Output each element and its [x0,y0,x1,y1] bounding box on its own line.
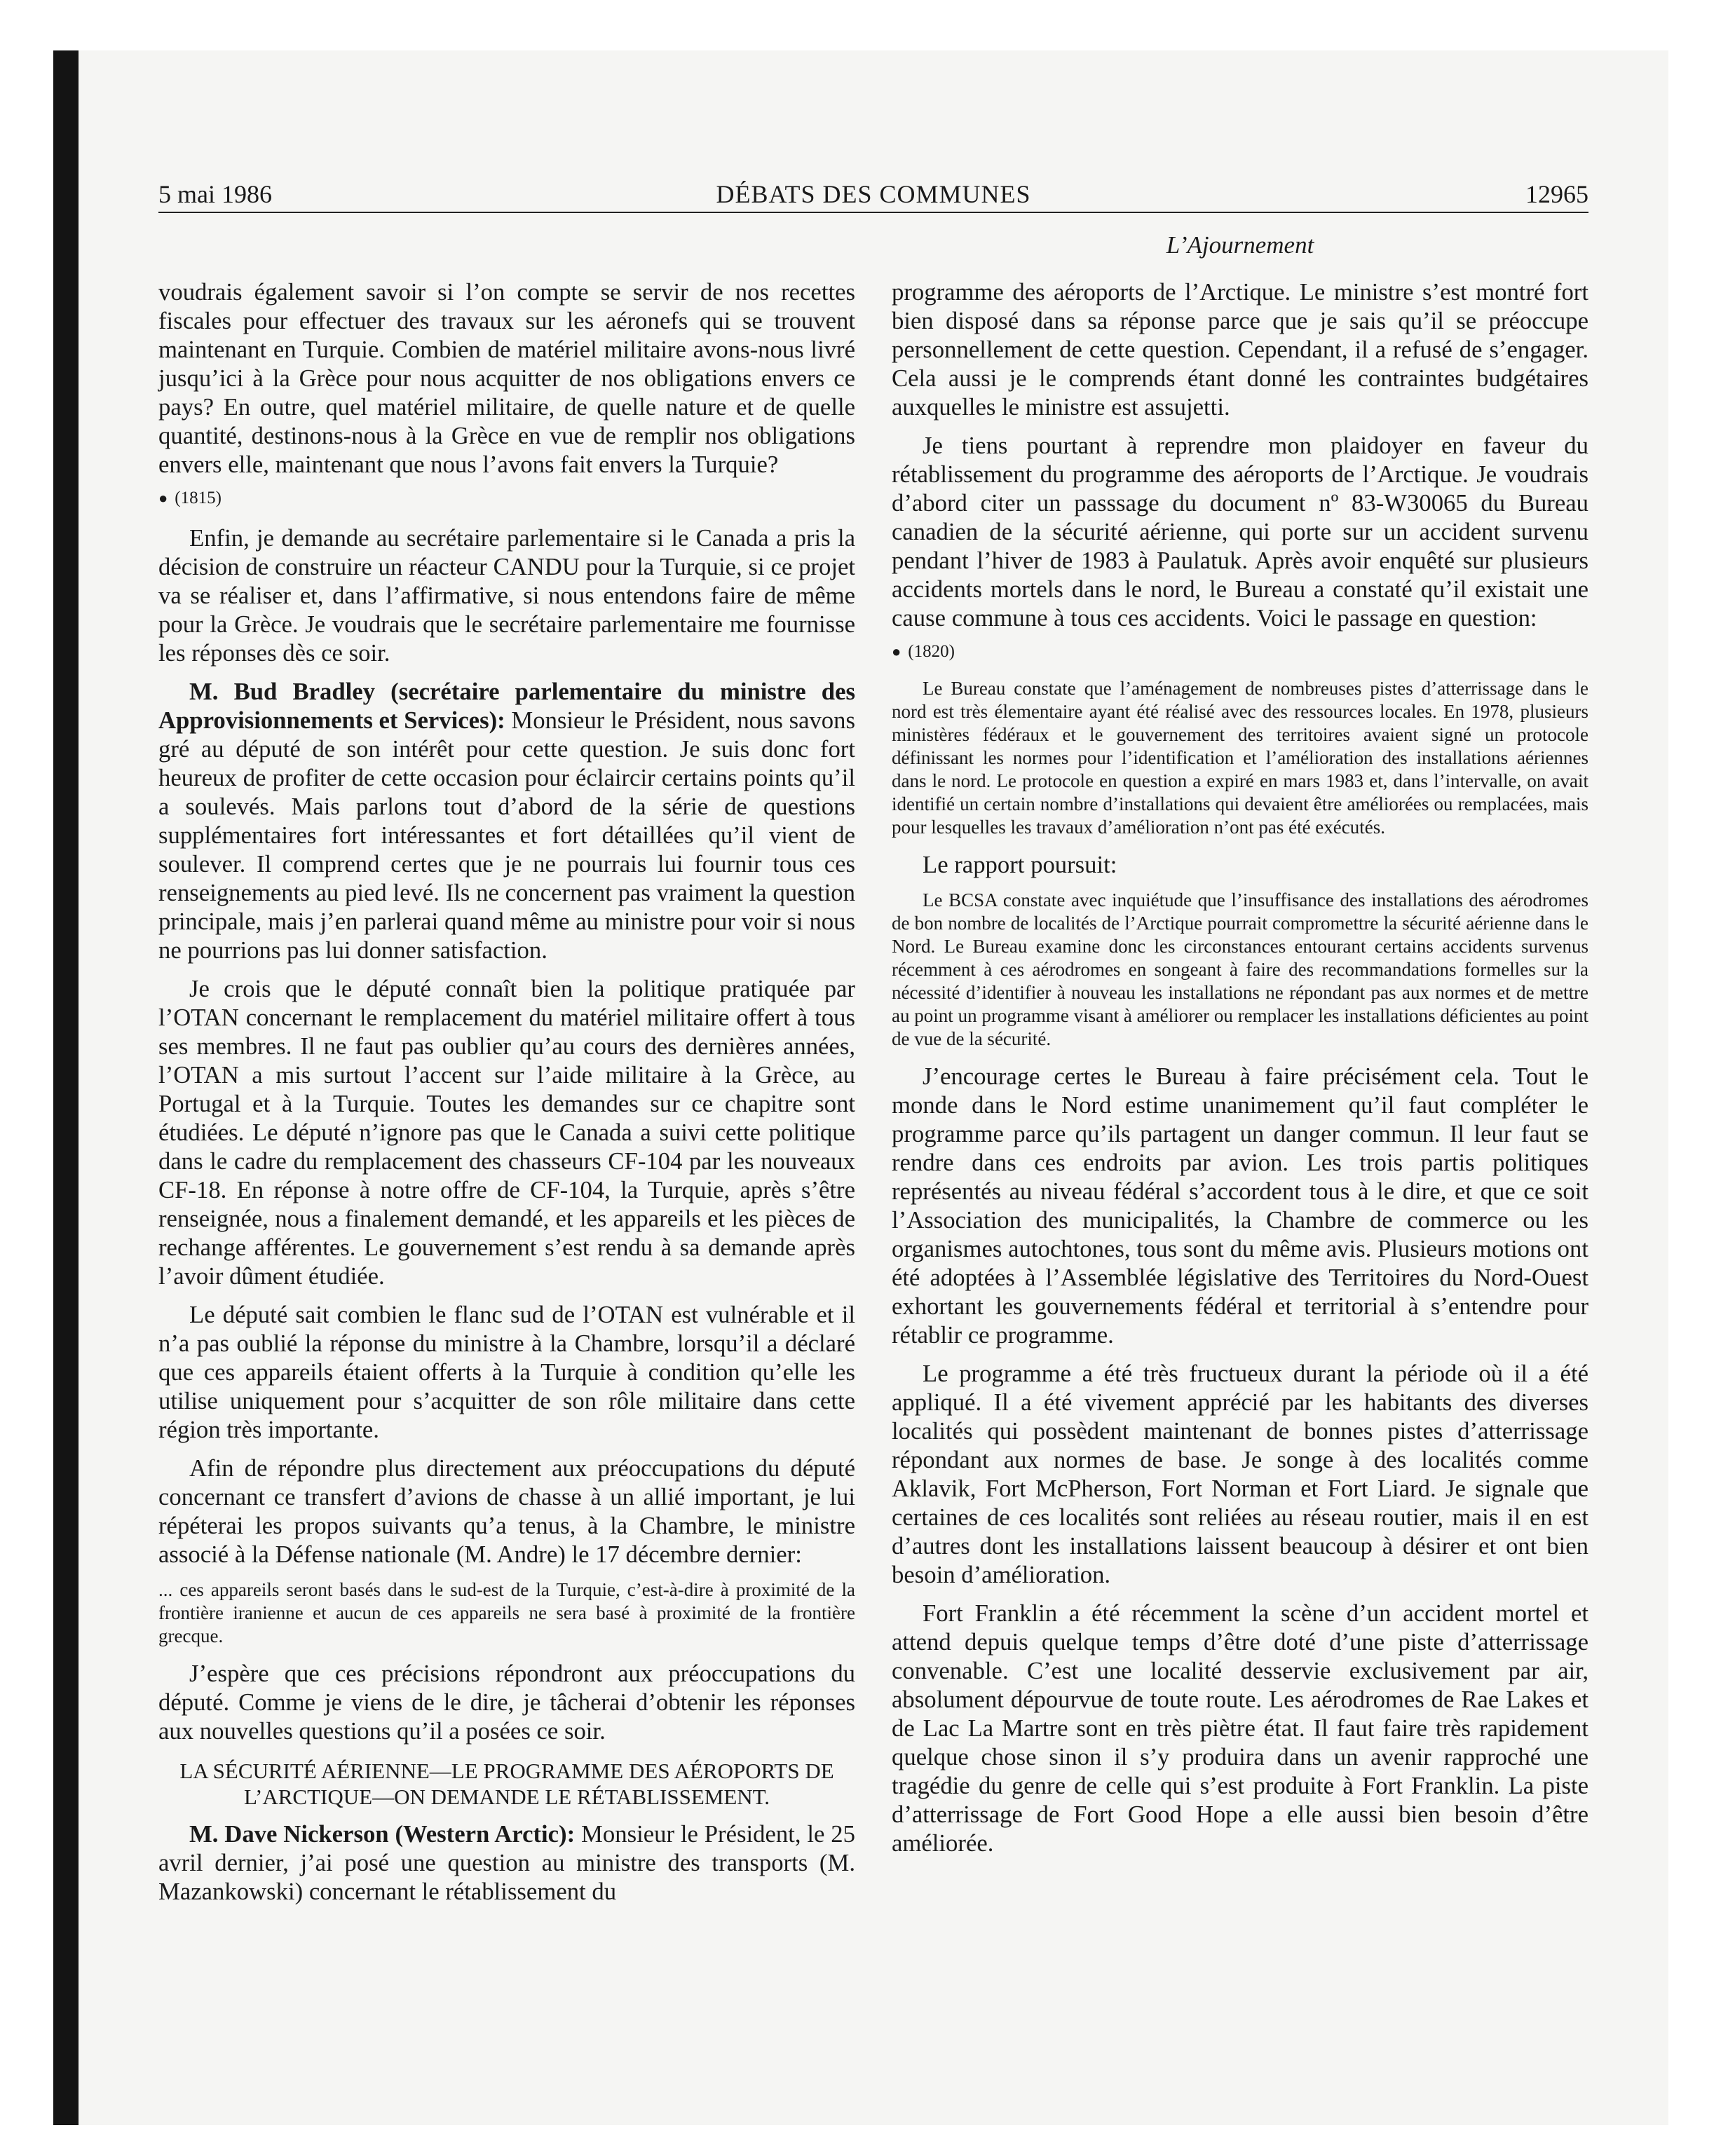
header-page-number: 12965 [1525,180,1588,208]
time-marker-text: (1820) [908,642,955,661]
page-header [158,177,1588,213]
paragraph: voudrais également savoir si l’on compte se servir de nos recettes fiscales pour effectuer des travaux sur les aéronefs qui se trouvent maintenant en Turquie. Combien de matériel militaire avons-nous livré jusqu’ici à la Grèce pour nous acquitter de nos obligations envers ce pays? En outre, quel matériel militaire, de quelle nature et de quelle quantité, destinons-nous à la Grèce en vue de remplir nos obligations envers elle, maintenant que nous l’avons fait envers la Turquie? [158,278,855,478]
header-date: 5 mai 1986 [158,180,272,208]
paragraph: Afin de répondre plus directement aux préoccupations du député concernant ce transfert d’avions de chasse à un allié important, je lui répéterai les propos suivants qu’a tenus, à la Chambre, le ministre associé à la Défense nationale (M. Andre) le 17 décembre dernier: [158,1454,855,1568]
paragraph: Enfin, je demande au secrétaire parlementaire si le Canada a pris la décision de construire un réacteur CANDU pour la Turquie, si ce projet va se réaliser et, dans l’affirmative, si nous entendons faire de même pour la Grèce. Je voudrais que le secrétaire parlementaire me fournisse les réponses dès ce soir. [158,524,855,667]
time-marker [158,489,855,508]
block-quote: Le Bureau constate que l’aménagement de nombreuses pistes d’atterrissage dans le nord est très élementaire ayant été réalisé avec des ressources locales. En 1978, plusieurs ministères fédéraux et le gouvernement des territoires avaient signé un protocole définissant les normes pour l’identification et l’amélioration des installations aériennes dans le nord. Le protocole en question a expiré en mars 1983 et, dans l’intervalle, on avait identifié un certain nombre d’installations qui devaient être améliorées ou remplacées, mais pour lesquelles les travaux d’amélioration n’ont pas été exécutés. [892,678,1588,838]
paragraph: programme des aéroports de l’Arctique. Le ministre s’est montré fort bien disposé dans sa réponse parce que je sais qu’il se préoccupe personnellement de cette question. Cependant, il a refusé de s’engager. Cela aussi je le comprends étant donné les contraintes budgétaires auxquelles le ministre est assujetti. [892,278,1588,421]
speech-paragraph [158,677,855,964]
speaker-name: M. Bud Bradley (secrétaire parlementaire du ministre des Approvisionnements et Services): [158,678,855,734]
right-column [892,278,1588,1857]
speech-text: Monsieur le Président, le 25 avril dernier, j’ai posé une question au ministre des transports (M. Mazankowski) concernant le rétablissement du [158,1820,855,1905]
header-title: DÉBATS DES COMMUNES [716,180,1031,208]
speech-text: Monsieur le Président, nous savons gré au député de son intérêt pour cette question. Je suis donc fort heureux de profiter de cette occasion pour éclaircir certains points qu’il a soulevés. Mais parlons tout d’abord de la série de questions supplémentaires fort intéressantes et fort détaillées qu’il vient de soulever. Il comprend certes que je ne pourrais lui fournir tous ces renseignements au pied levé. Ils ne concernent pas vraiment la question principale, mais j’en parlerai quand même au ministre pour voir si nous ne pourrions pas lui donner satisfaction. [158,707,855,964]
paragraph: J’espère que ces précisions répondront aux préoccupations du député. Comme je viens de le dire, je tâcherai d’obtenir les réponses aux nouvelles questions qu’il a posées ce soir. [158,1660,855,1745]
time-marker [892,642,1588,662]
bullet-icon: ● [892,643,901,660]
speaker-name: M. Dave Nickerson (Western Arctic): [189,1820,576,1848]
bullet-icon: ● [158,489,168,507]
time-marker-text: (1815) [175,489,222,507]
paragraph: Je crois que le député connaît bien la politique pratiquée par l’OTAN concernant le remplacement du matériel militaire offert à tous ses membres. Il ne faut pas oublier qu’au cours des dernières années, l’OTAN a mis surtout l’accent sur l’aide militaire à la Grèce, au Portugal et à la Turquie. Toutes les demandes sur ce chapitre sont étudiées. Le député n’ignore pas que le Canada a suivi cette politique dans le cadre du remplacement des chasseurs CF-104 par les nouveaux CF-18. En réponse à notre offre de CF-104, la Turquie, après s’être renseignée, nous a finalement demandé, et les appareils et les pièces de rechange afférentes. Le gouvernement s’est rendu à sa demande après l’avoir dûment étudiée. [158,975,855,1290]
scan-binding-edge [53,50,79,2125]
block-quote: Le BCSA constate avec inquiétude que l’insuffisance des installations des aérodromes de bon nombre de localités de l’Arctique pourrait compromettre la sécurité aérienne dans le Nord. Le Bureau examine donc les circonstances entourant certains accidents survenus récemment à ces aérodromes en songeant à faire des recommandations formelles sur la nécessité d’identifier à nouveau les installations ne répondant pas aux normes et de mettre au point un programme visant à améliorer ou remplacer les installations déficientes au point de vue de la sécurité. [892,889,1588,1049]
paragraph: J’encourage certes le Bureau à faire précisément cela. Tout le monde dans le Nord estime unanimement qu’il faut compléter le programme parce qu’ils partagent un danger commun. Il leur faut se rendre dans ces endroits par avion. Les trois partis politiques représentés au niveau fédéral s’accordent tous à le dire, et que ce soit l’Association des municipalités, la Chambre de commerce ou les organismes autochtones, tous sont du même avis. Plusieurs motions ont été adoptées à l’Assemblée législative des Territoires du Nord-Ouest exhortant les gouvernements fédéral et territorial à s’entendre pour rétablir ce programme. [892,1063,1588,1349]
section-running-head: L’Ajournement [1166,231,1314,259]
paragraph: Le programme a été très fructueux durant la période où il a été appliqué. Il a été vivement apprécié par les habitants des diverses localités qui possèdent maintenant de bonnes pistes d’atterrissage répondant aux normes de base. Je songe à des localités comme Aklavik, Fort McPherson, Fort Norman et Fort Liard. Je signale que certaines de ces localités sont reliées au réseau routier, mais il en est d’autres dont les installations laissent beaucoup à désirer et ont bien besoin d’amélioration. [892,1360,1588,1588]
section-title: LA SÉCURITÉ AÉRIENNE—LE PROGRAMME DES AÉROPORTS DE L’ARCTIQUE—ON DEMANDE LE RÉTABLISSEMENT. [179,1759,834,1809]
paragraph: Je tiens pourtant à reprendre mon plaidoyer en faveur du rétablissement du programme des aéroports de l’Arctique. Je voudrais d’abord citer un passsage du document nº 83-W30065 du Bureau canadien de la sécurité aérienne, qui porte sur un accident survenu pendant l’hiver de 1983 à Paulatuk. Après avoir enquêté sur plusieurs accidents mortels dans le nord, le Bureau a constaté qu’il existait une cause commune à tous ces accidents. Voici le passage en question: [892,432,1588,632]
paragraph: Le rapport poursuit: [923,851,1117,878]
block-quote: ... ces appareils seront basés dans le sud-est de la Turquie, c’est-à-dire à proximité de la frontière iranienne et aucun de ces appareils ne sera basé à proximité de la frontière grecque. [158,1579,855,1646]
speech-paragraph [158,1820,855,1906]
left-column [158,278,855,1906]
paragraph: Le député sait combien le flanc sud de l’OTAN est vulnérable et il n’a pas oublié la réponse du ministre à la Chambre, lorsqu’il a déclaré que ces appareils étaient offerts à la Turquie à condition qu’elle les utilise uniquement pour s’acquitter de son rôle militaire dans cette région très importante. [158,1301,855,1443]
paragraph: Fort Franklin a été récemment la scène d’un accident mortel et attend depuis quelque temps d’être doté d’une piste d’atterrissage convenable. C’est une localité desservie exclusivement par air, absolument dépourvue de toute route. Les aérodromes de Rae Lakes et de Lac La Martre sont en très piètre état. Il faut faire très rapidement quelque chose sinon il s’y produira dans un avenir rapproché une tragédie du genre de celle qui s’est produite à Fort Franklin. La piste d’atterrissage de Fort Good Hope a elle aussi bien besoin d’être améliorée. [892,1599,1588,1857]
